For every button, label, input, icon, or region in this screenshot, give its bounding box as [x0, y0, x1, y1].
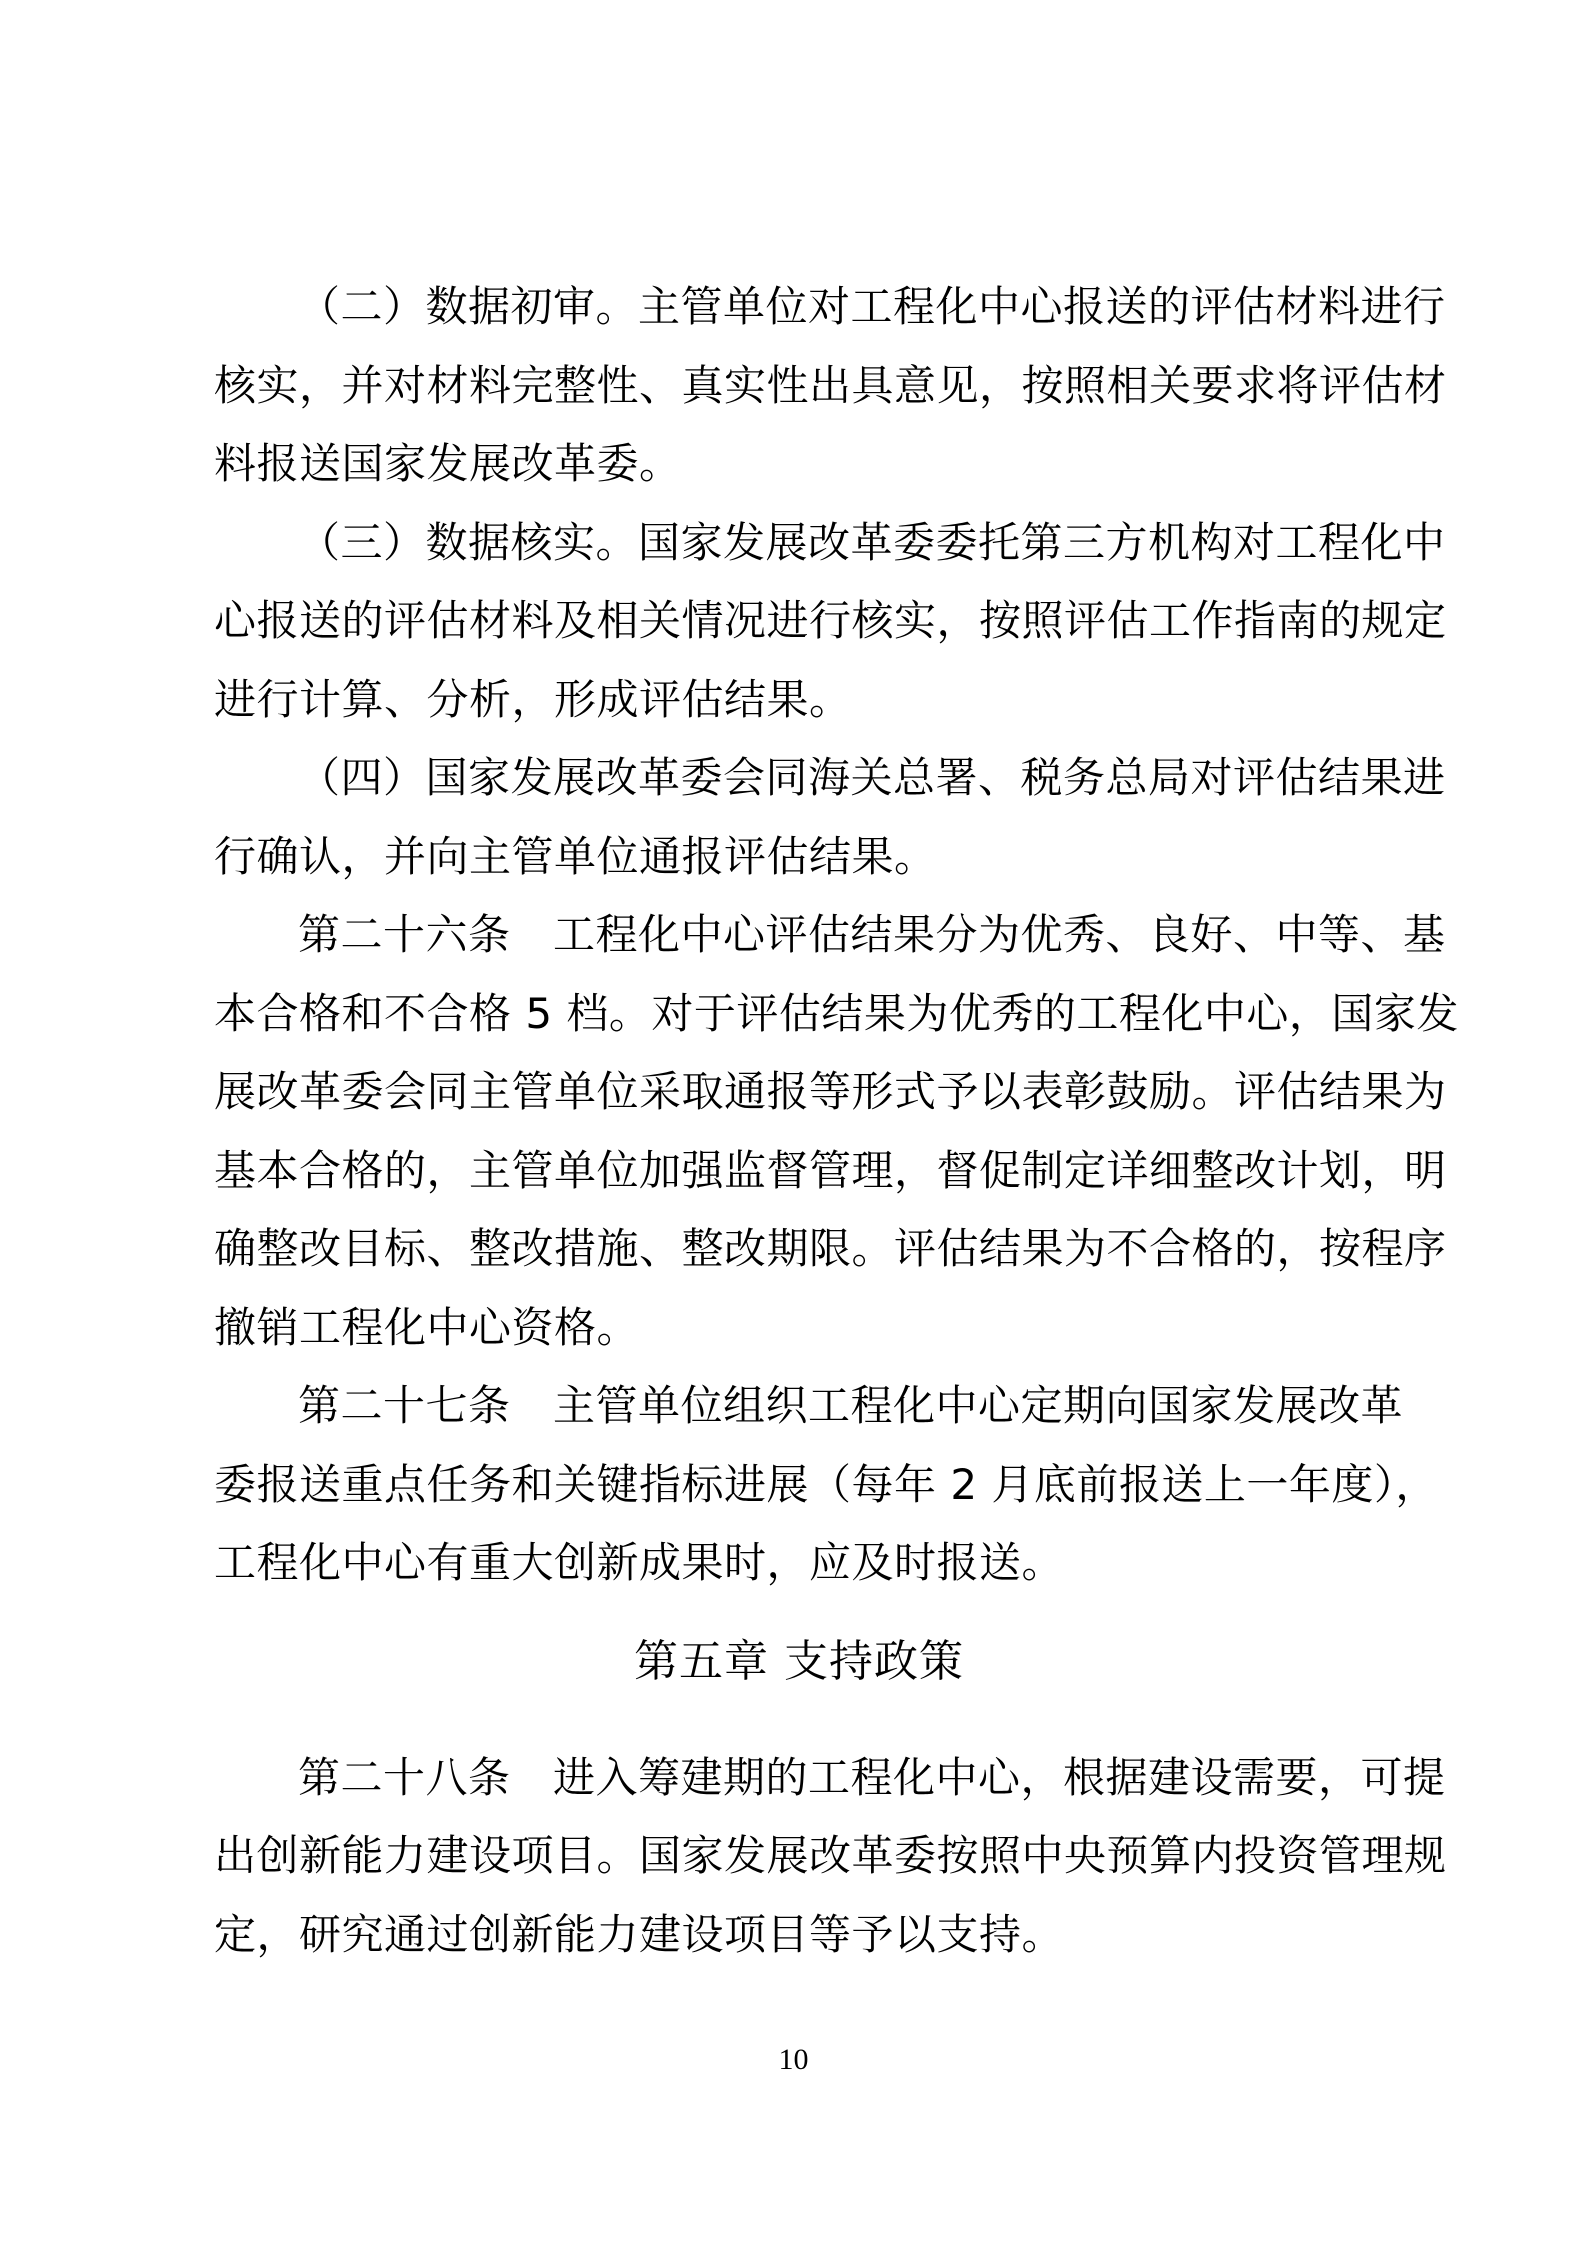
text-line: 出创新能力建设项目。国家发展改革委按照中央预算内投资管理规 [214, 1831, 1447, 1880]
text-line: 基本合格的，主管单位加强监督管理，督促制定详细整改计划，明 [214, 1145, 1447, 1195]
page-number: 10 [778, 2043, 809, 2076]
text-line: （三）数据核实。国家发展改革委委托第三方机构对工程化中 [298, 517, 1446, 567]
text-line: 心报送的评估材料及相关情况进行核实，按照评估工作指南的规定 [214, 596, 1447, 645]
article-26 [214, 896, 1459, 1367]
text-line: （二）数据初审。主管单位对工程化中心报送的评估材料进行 [298, 282, 1446, 331]
paragraph-data-preliminary-review [214, 268, 1447, 504]
article-27 [214, 1367, 1438, 1603]
article-28 [214, 1739, 1447, 1975]
text-line: （四）国家发展改革委会同海关总署、税务总局对评估结果进 [298, 753, 1446, 802]
text-line: 核实，并对材料完整性、真实性出具意见，按照相关要求将评估材 [214, 360, 1447, 410]
text-line: 第二十七条 主管单位组织工程化中心定期向国家发展改革 [298, 1381, 1404, 1430]
text-line: 料报送国家发展改革委。 [214, 439, 682, 488]
text-line: 工程化中心有重大创新成果时，应及时报送。 [214, 1538, 1065, 1587]
text-line: 进行计算、分析，形成评估结果。 [214, 674, 852, 724]
document-body [214, 268, 1459, 1974]
text-line: 本合格和不合格 5 档。对于评估结果为优秀的工程化中心，国家发 [214, 988, 1459, 1038]
text-line: 第二十八条 进入筹建期的工程化中心，根据建设需要，可提 [298, 1752, 1446, 1802]
text-line: 定，研究通过创新能力建设项目等予以支持。 [214, 1909, 1065, 1959]
text-line: 确整改目标、整改措施、整改期限。评估结果为不合格的，按程序 [214, 1224, 1447, 1273]
text-line: 第二十六条 工程化中心评估结果分为优秀、良好、中等、基 [298, 910, 1446, 959]
text-line: 撤销工程化中心资格。 [214, 1302, 640, 1352]
text-line: 展改革委会同主管单位采取通报等形式予以表彰鼓励。评估结果为 [214, 1067, 1447, 1116]
paragraph-result-confirmation [214, 739, 1446, 896]
paragraph-data-verification [214, 504, 1447, 740]
chapter-heading: 第五章 支持政策 [634, 1635, 964, 1687]
text-line: 委报送重点任务和关键指标进展（每年 2 月底前报送上一年度）， [214, 1459, 1438, 1509]
text-line: 行确认，并向主管单位通报评估结果。 [214, 831, 937, 881]
